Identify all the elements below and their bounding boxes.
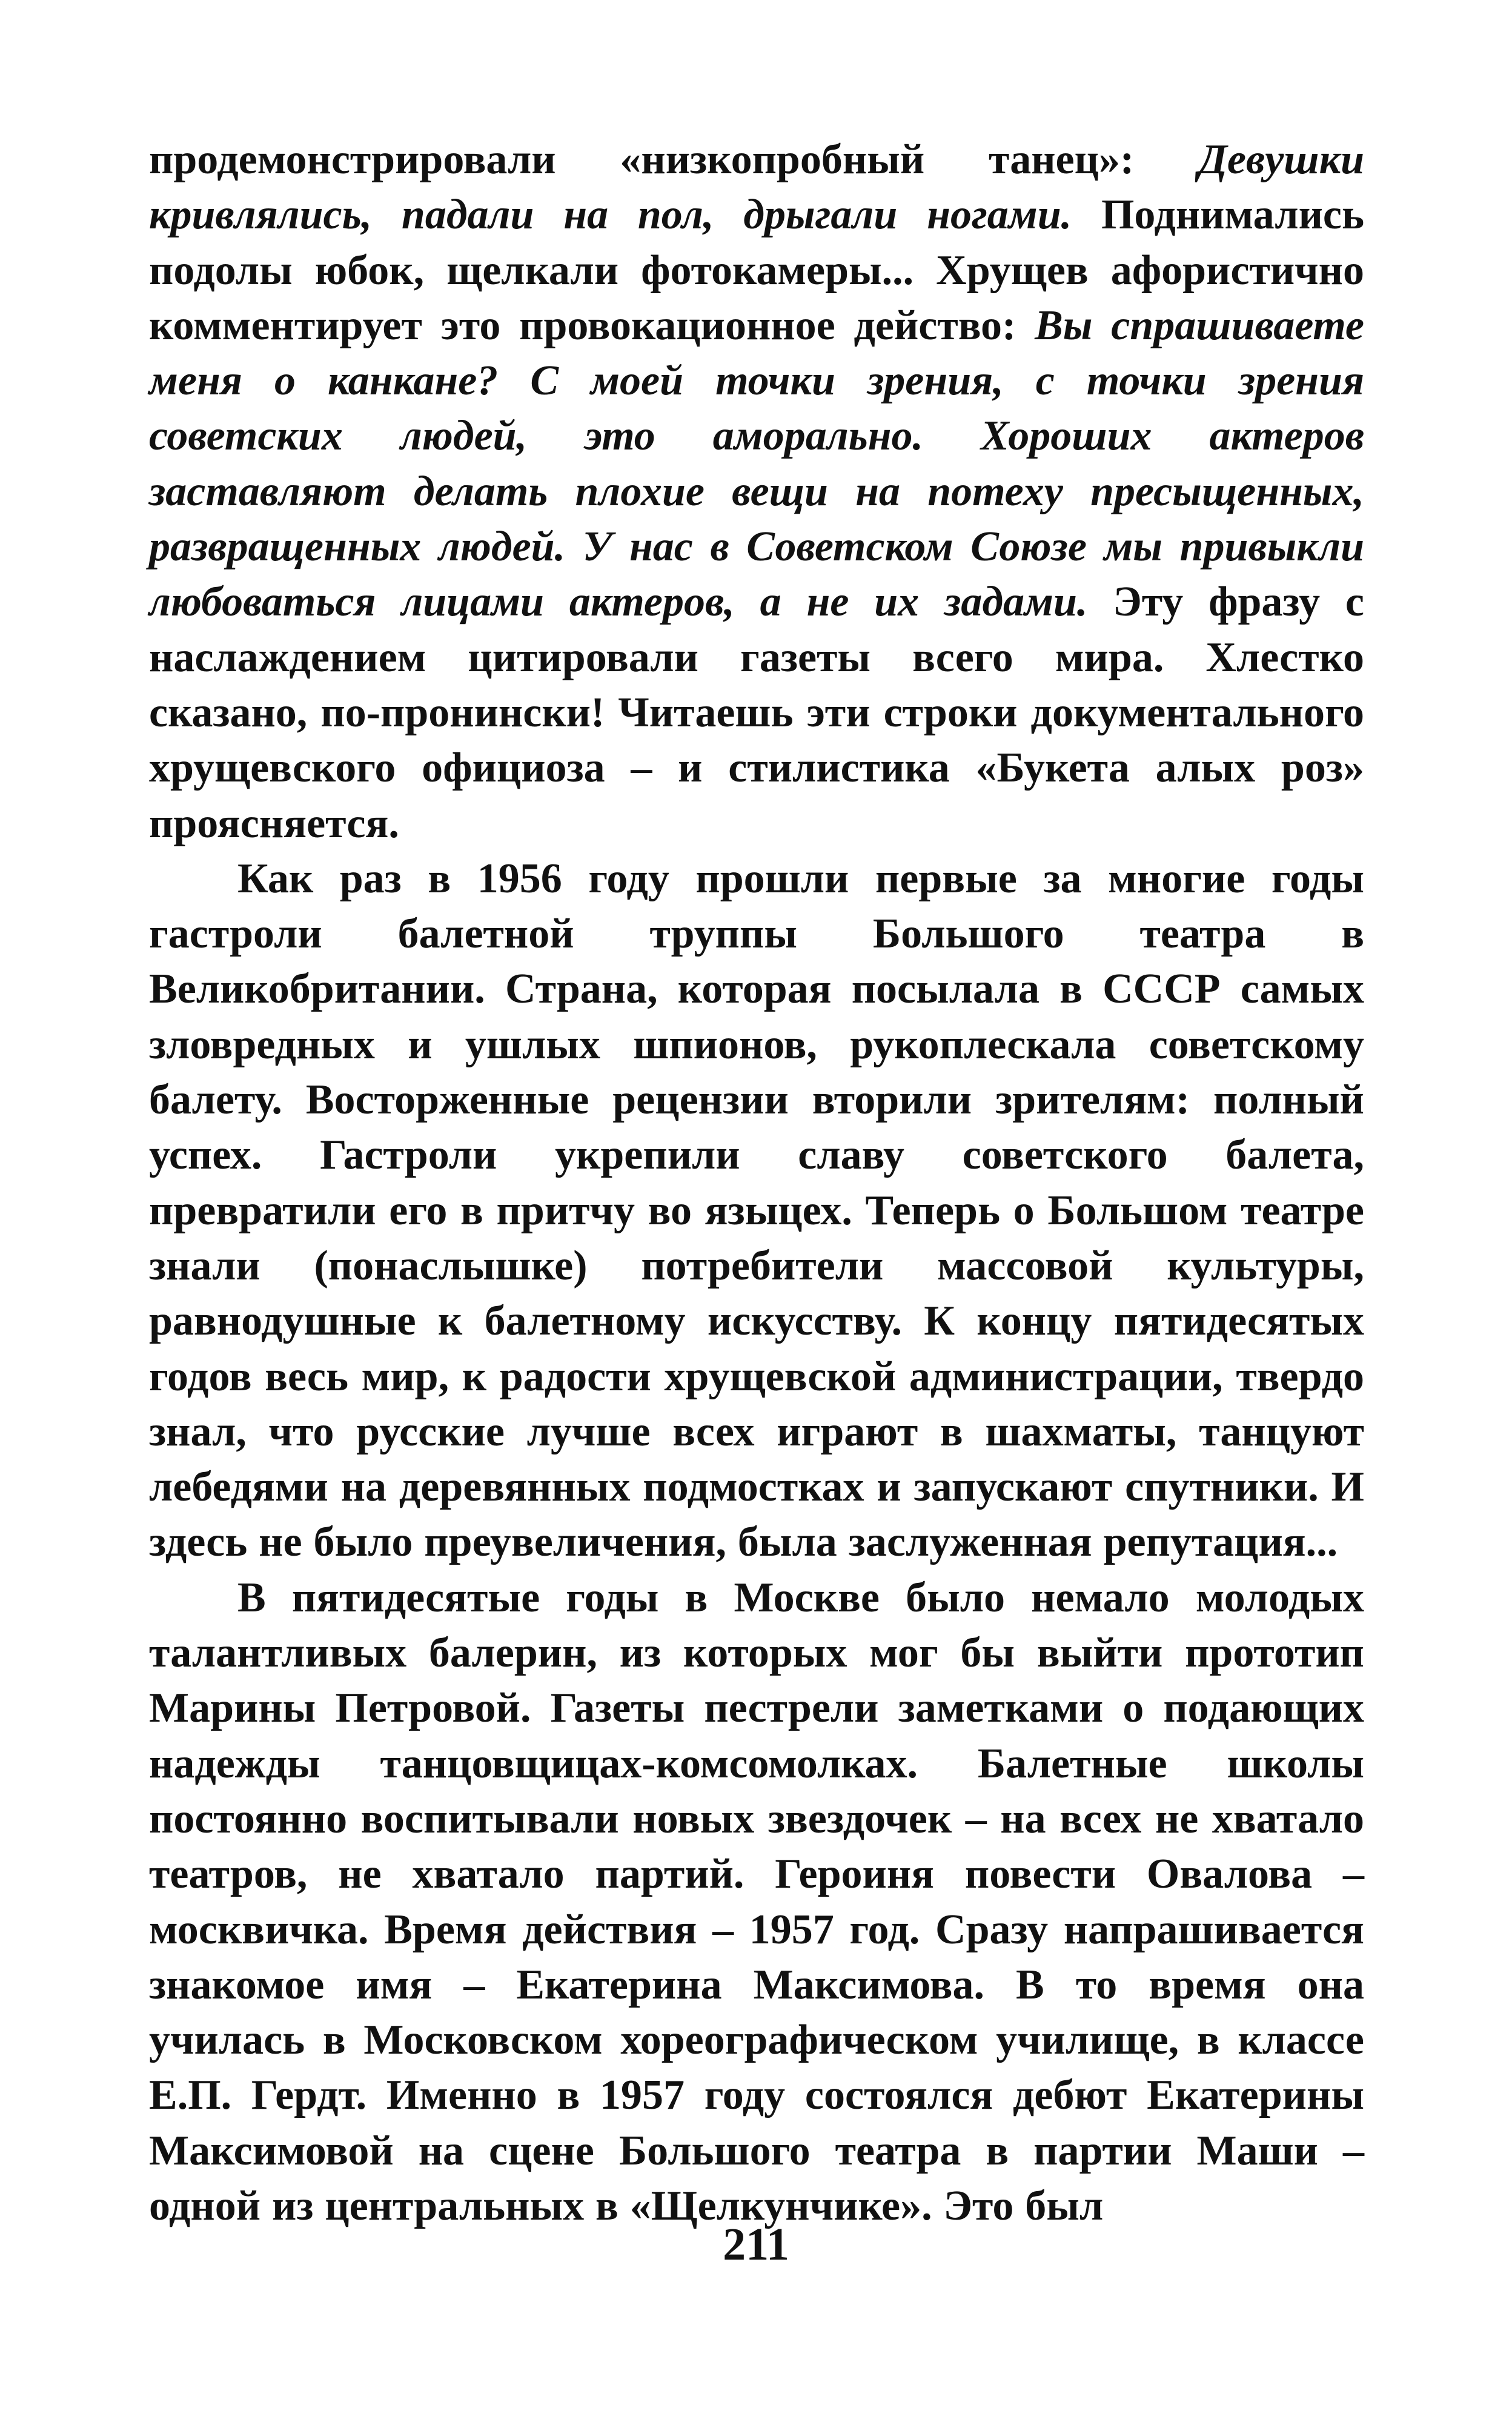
- italic-quote: Девушки кривлялись, падали на пол, дрыгали ногами.: [149, 136, 1364, 239]
- italic-quote: Вы спрашиваете меня о канкане? С моей точки зрения, с точки зрения советских людей, это аморально. Хороших актеров заставляют делать плохие вещи на потеху пресыщенных, развращенных людей. У нас в Советском Союзе мы привыкли любоваться лицами актеров, а не их задами.: [149, 302, 1365, 626]
- body-text: [149, 132, 1364, 2234]
- paragraph-1: [149, 132, 1364, 851]
- text-run: В пятидесятые годы в Москве было немало молодых талантливых балерин, из которых мог бы выйти прототип Марины Петровой. Газеты пестрели заметками о подающих надежды танцовщицах-комсомолках. Балетные школы постоянно воспитывали новых звездочек – на всех не хватало театров, не хватало партий. Героиня повести Овалова – москвичка. Время действия – 1957 год. Сразу напрашивается знакомое имя – Екатерина Максимова. В то время она училась в Московском хореографическом училище, в классе Е.П. Гердт. Именно в 1957 году состоялся дебют Екатерины Максимовой на сцене Большого театра в партии Маши – одной из центральных в «Щелкунчике». Это был: [149, 1574, 1364, 2229]
- text-run: Как раз в 1956 году прошли первые за многие годы гастроли балетной труппы Большого театра в Великобритании. Страна, которая посылала в СССР самых зловредных и ушлых шпионов, рукоплескала советскому балету. Восторженные рецензии вторили зрителям: полный успех. Гастроли укрепили славу советского балета, превратили его в притчу во языцех. Теперь о Большом театре знали (понаслышке) потребители массовой культуры, равнодушные к балетному искусству. К концу пятидесятых годов весь мир, к радости хрущевской администрации, твердо знал, что русские лучше всех играют в шахматы, танцуют лебедями на деревянных подмостках и запускают спутники. И здесь не было преувеличения, была заслуженная репутация...: [149, 855, 1364, 1566]
- page-number: 211: [723, 2219, 789, 2270]
- paragraph-3: [149, 1570, 1364, 2234]
- text-run: Эту фразу с наслаждением цитировали газеты всего мира. Хлестко сказано, по-пронински! Читаешь эти строки документального хрущевского официоза – и стилистика «Букета алых роз» проясняется.: [149, 579, 1365, 847]
- text-run: Поднимались подолы юбок, щелкали фотокамеры... Хрущев афористично комментирует это провокационное действо:: [149, 191, 1364, 349]
- text-run: продемонстрировали «низкопробный танец»:: [149, 136, 1199, 183]
- paragraph-2: [149, 851, 1364, 1570]
